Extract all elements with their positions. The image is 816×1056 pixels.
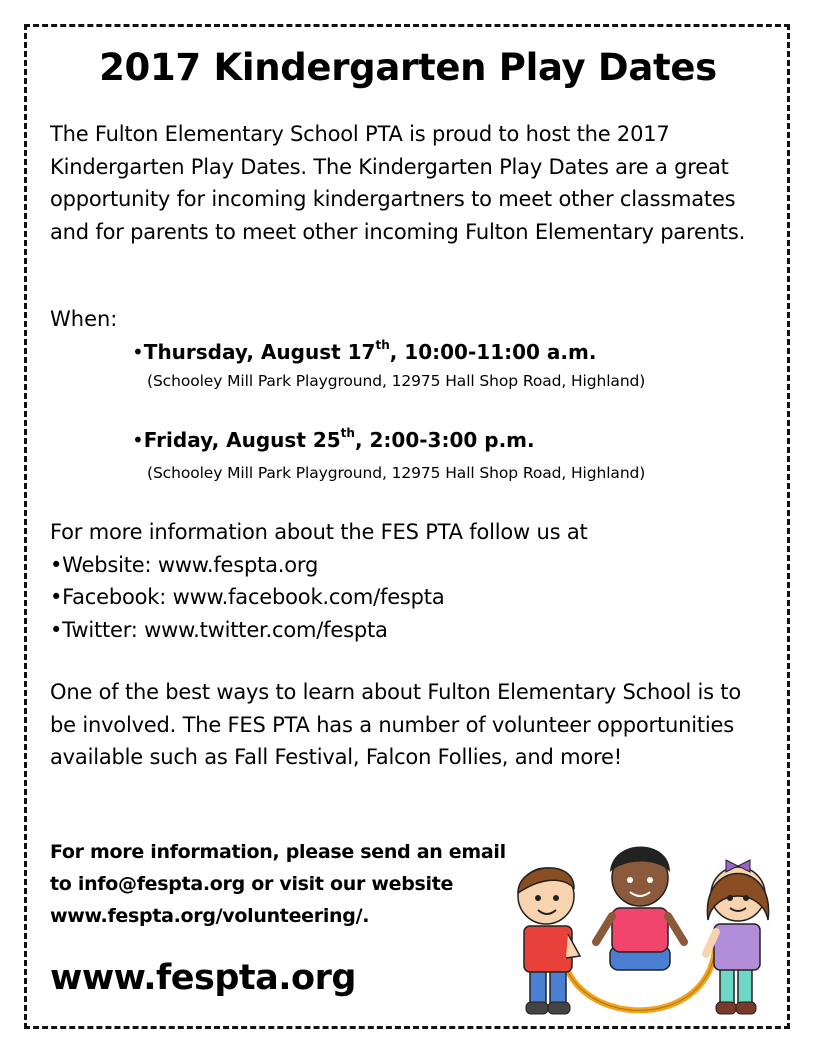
link-website[interactable]: •Website: www.fespta.org xyxy=(50,552,319,577)
contact-info: For more information, please send an email to info@fespta.org or visit our website www.fespta.org/volunteering/. xyxy=(50,841,506,927)
follow-intro: For more information about the FES PTA follow us at xyxy=(50,520,588,544)
event-2-time: , 2:00-3:00 p.m. xyxy=(354,428,535,452)
boy-icon xyxy=(518,868,580,1014)
event-1-suffix: th xyxy=(375,338,390,352)
event-2-location: (Schooley Mill Park Playground, 12975 Hall Shop Road, Highland) xyxy=(147,464,646,482)
event-2-suffix: th xyxy=(340,426,355,440)
bullet-icon: • xyxy=(132,428,144,452)
link-facebook[interactable]: •Facebook: www.facebook.com/fespta xyxy=(50,585,445,609)
event-2 xyxy=(132,428,535,452)
event-1-time: , 10:00-11:00 a.m. xyxy=(389,340,597,364)
link-twitter[interactable]: •Twitter: www.twitter.com/fespta xyxy=(50,617,388,642)
page-title: 2017 Kindergarten Play Dates xyxy=(99,46,717,89)
follow-section xyxy=(50,516,762,646)
event-1-day: Thursday, August 17 xyxy=(143,340,376,364)
event-1-date xyxy=(132,340,596,364)
event-2-day: Friday, August 25 xyxy=(143,428,341,452)
event-1 xyxy=(132,340,596,364)
when-label: When: xyxy=(50,307,118,331)
intro-paragraph: The Fulton Elementary School PTA is proud to host the 2017 Kindergarten Play Dates. The Kindergarten Play Dates are a great opportunity for incoming kindergartners to meet other classmates and for parents to meet other incoming Fulton Elementary parents. xyxy=(50,122,746,244)
jumping-girl-icon xyxy=(596,847,684,971)
volunteer-paragraph: One of the best ways to learn about Fulton Elementary School is to be involved. The FES PTA has a number of volunteer opportunities available such as Fall Festival, Falcon Follies, and more! xyxy=(50,680,741,769)
event-1-location: (Schooley Mill Park Playground, 12975 Hall Shop Road, Highland) xyxy=(147,372,646,390)
bullet-icon: • xyxy=(132,340,144,364)
kids-jump-rope-illustration xyxy=(500,838,790,1023)
event-2-date xyxy=(132,428,535,452)
girl-icon xyxy=(706,860,769,1014)
website-url[interactable]: www.fespta.org xyxy=(50,958,356,998)
